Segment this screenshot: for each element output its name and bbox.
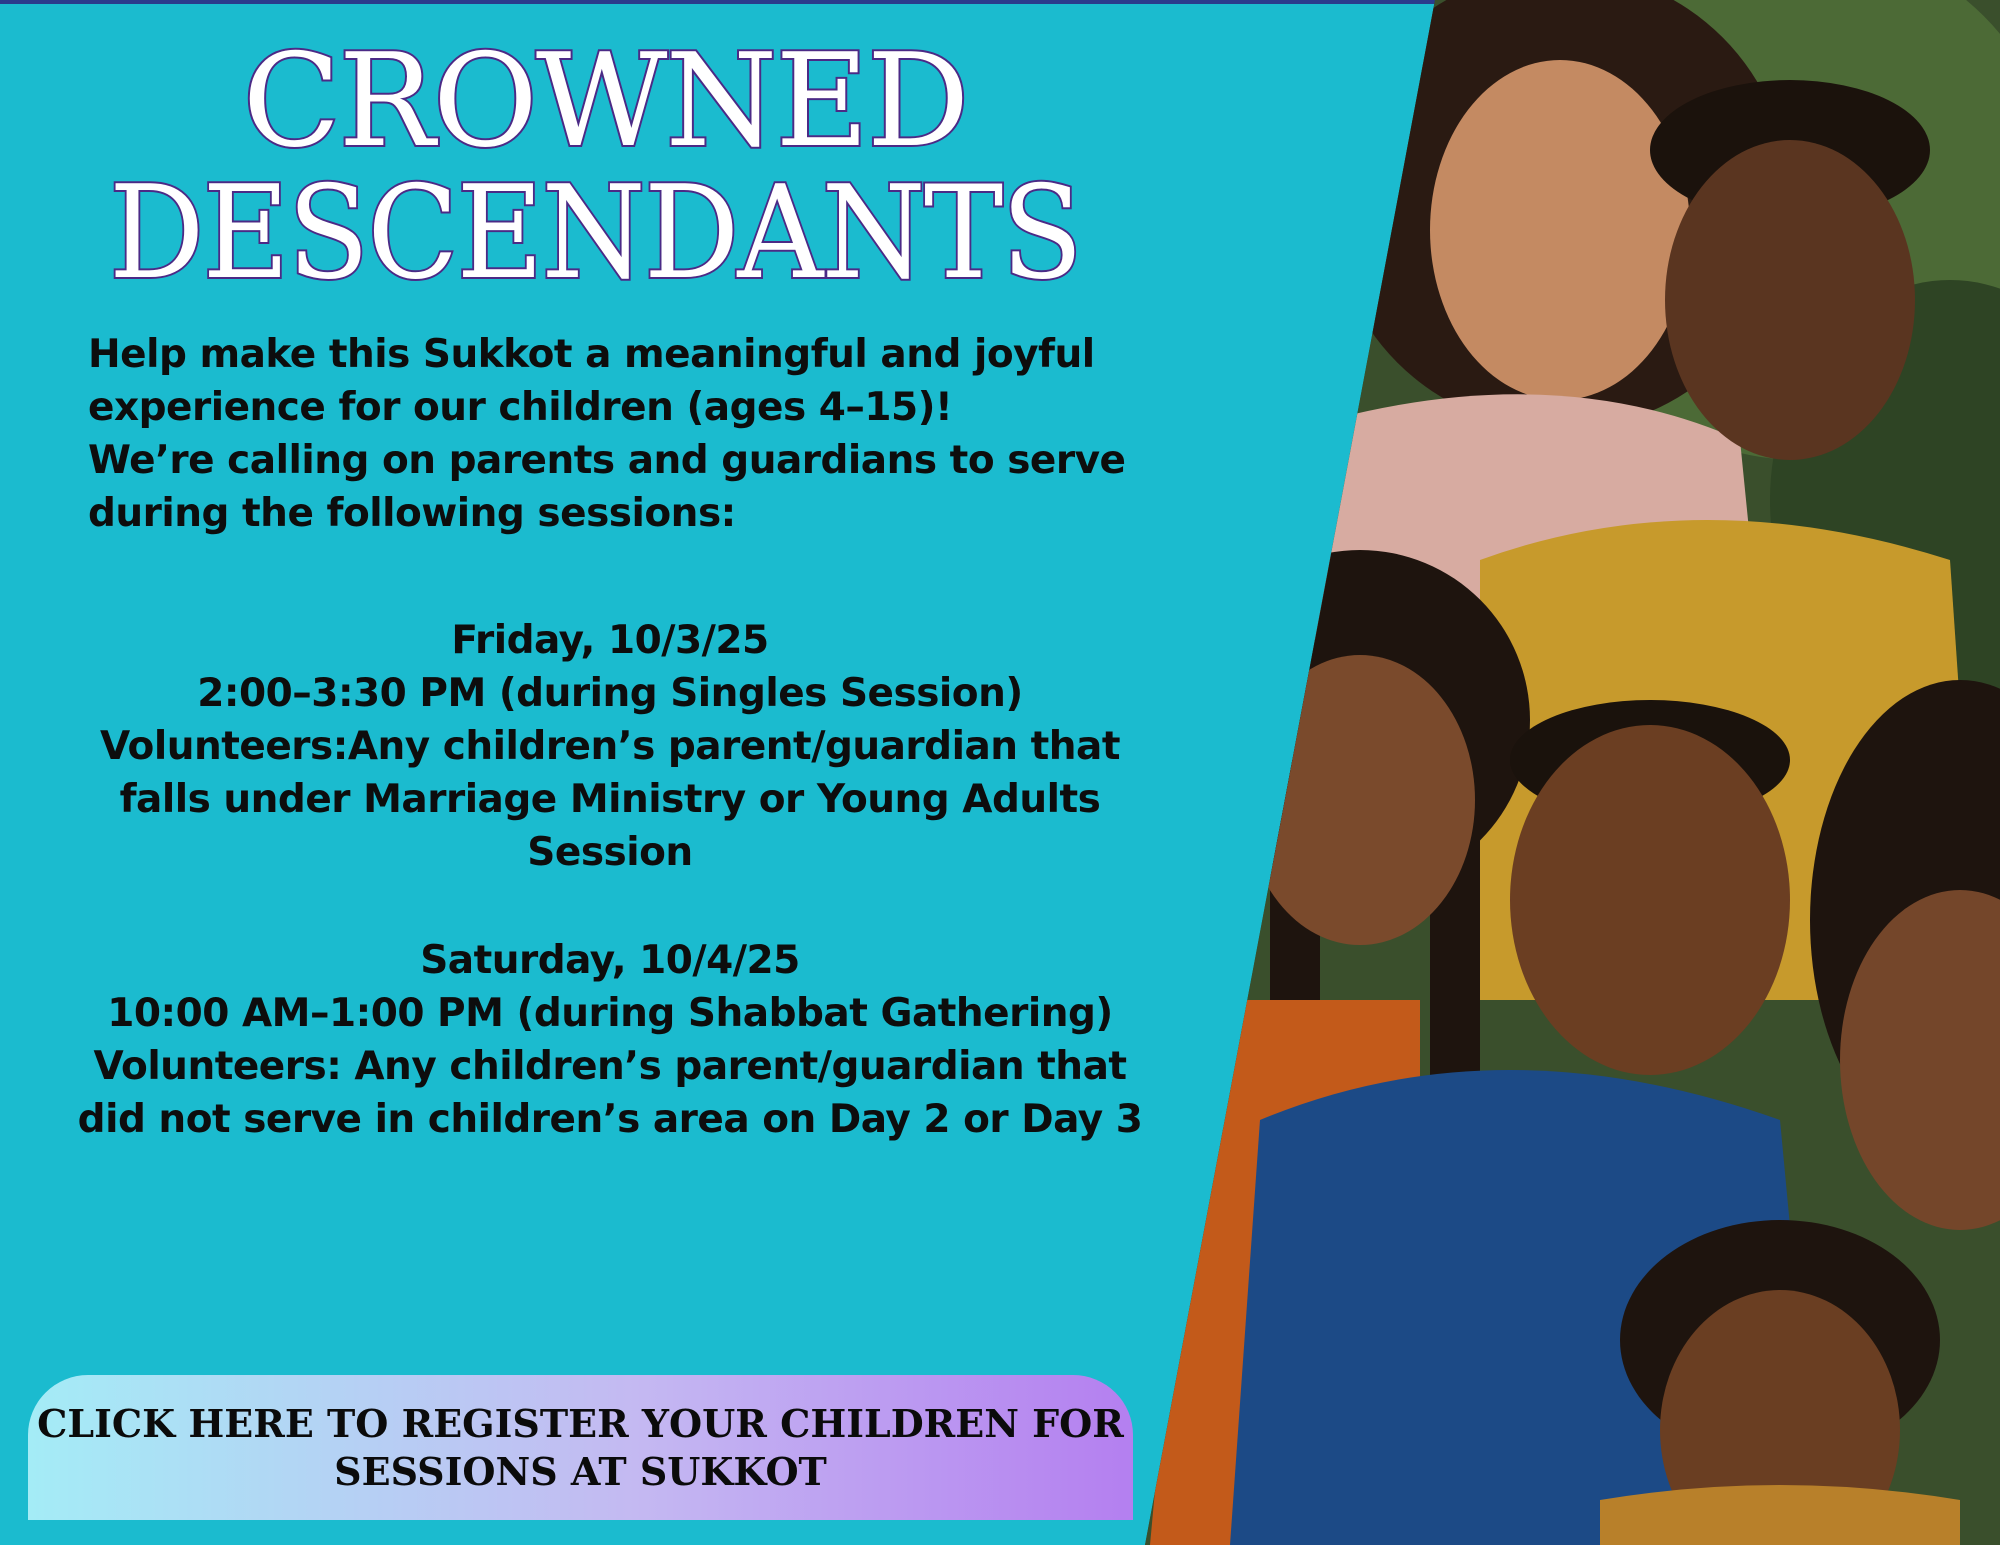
session-volunteers-line: Volunteers: Any children’s parent/guardian that [93,1044,1127,1089]
session-saturday [20,934,1200,1146]
register-children-button[interactable] [28,1375,1133,1520]
intro-paragraph [88,328,1198,540]
session-volunteers-line: Session [527,830,693,875]
session-friday [20,614,1200,879]
session-volunteers-line: falls under Marriage Ministry or Young Adults [119,777,1101,822]
title-crowned: CROWNED [242,27,968,176]
session-volunteers-line: did not serve in children’s area on Day 2 or Day 3 [77,1097,1143,1142]
session-time: 2:00–3:30 PM (during Singles Session) [197,671,1023,716]
intro-line: We’re calling on parents and guardians to serve [88,438,1126,483]
title-descendants: DESCENDANTS [108,159,1082,308]
register-button-label-line1: CLICK HERE TO REGISTER YOUR CHILDREN FOR [37,1400,1124,1446]
intro-line: Help make this Sukkot a meaningful and joyful [88,332,1095,377]
intro-line: during the following sessions: [88,491,736,536]
session-time: 10:00 AM–1:00 PM (during Shabbat Gathering) [107,991,1113,1036]
session-day: Saturday, 10/4/25 [420,938,800,983]
session-volunteers-line: Volunteers:Any children’s parent/guardian that [100,724,1120,769]
intro-line: experience for our children (ages 4–15)! [88,385,953,430]
register-button-label-line2: SESSIONS AT SUKKOT [334,1448,827,1494]
top-accent-line [0,0,1440,4]
session-day: Friday, 10/3/25 [451,618,769,663]
